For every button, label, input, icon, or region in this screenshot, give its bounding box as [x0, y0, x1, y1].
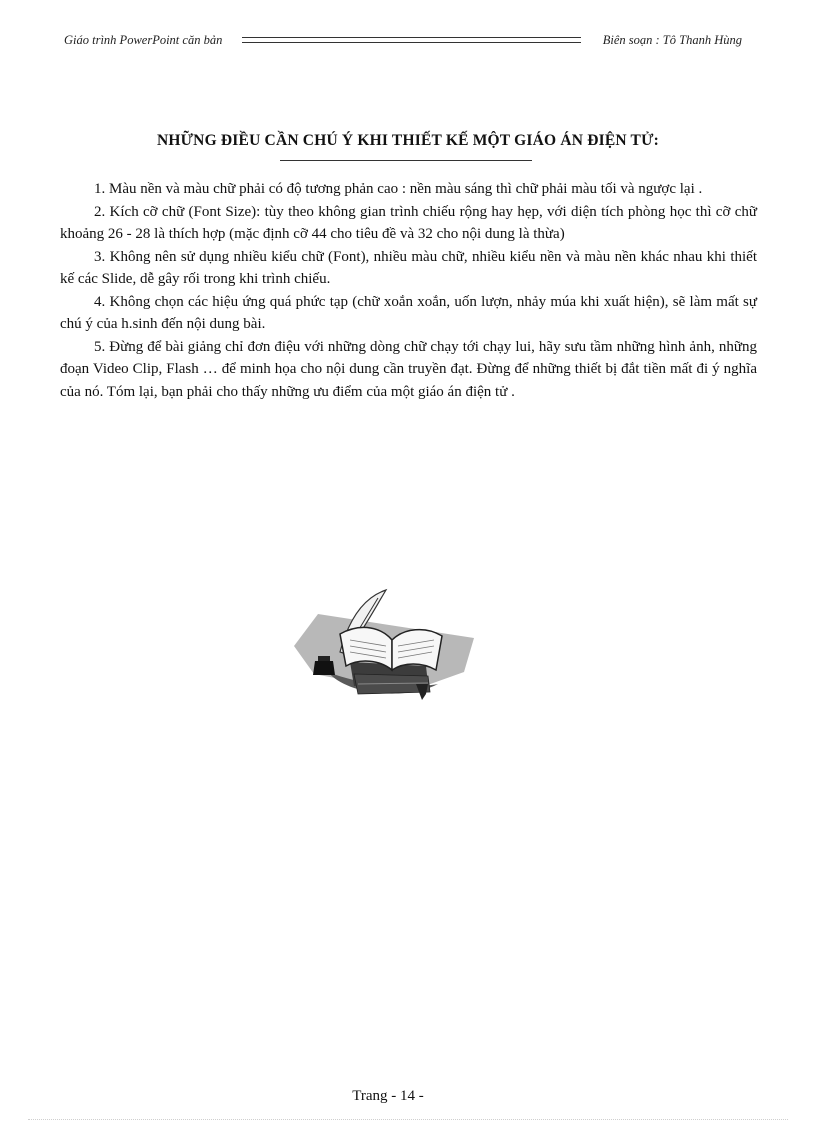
section-title: NHỮNG ĐIỀU CẦN CHÚ Ý KHI THIẾT KẾ MỘT GIÁO ÁN ĐIỆN TỬ:: [157, 132, 659, 149]
page-number: Trang - 14 -: [352, 1088, 424, 1104]
paragraph: 5. Đừng để bài giảng chỉ đơn điệu với những dòng chữ chạy tới chạy lui, hãy sưu tầm những hình ảnh, những đoạn Video Clip, Flash … để minh họa cho nội dung cần truyền đạt. Đừng để những thiết bị đắt tiền mất đi ý nghĩa của nó. Tóm lại, bạn phải cho thấy những ưu điểm của một giáo án điện tử .: [60, 338, 757, 400]
page-bottom-border: [28, 1119, 788, 1120]
paragraph: 3. Không nên sử dụng nhiều kiểu chữ (Font), nhiều màu chữ, nhiều kiểu nền và màu nền khác nhau khi thiết kế các Slide, dễ gây rối trong khi trình chiếu.: [60, 248, 757, 287]
paragraph: 4. Không chọn các hiệu ứng quá phức tạp (chữ xoắn xoắn, uốn lượn, nhảy múa khi xuất hiện), sẽ làm mất sự chú ý của h.sinh đến nội dung bài.: [60, 293, 757, 332]
page-header: [64, 30, 742, 50]
paragraph: 1. Màu nền và màu chữ phải có độ tương phản cao : nền màu sáng thì chữ phải màu tối và ngược lại .: [94, 181, 703, 197]
header-double-rule: [242, 37, 580, 43]
paragraph: 2. Kích cỡ chữ (Font Size): tùy theo không gian trình chiếu rộng hay hẹp, với diện tích phòng học thì cỡ chữ khoảng 26 - 28 là thích hợp (mặc định cỡ 44 cho tiêu đề và 32 cho nội dung là thừa): [60, 203, 757, 242]
book-quill-icon: [288, 588, 474, 700]
title-underline: [280, 160, 532, 161]
header-author: Biên soạn : Tô Thanh Hùng: [602, 32, 742, 47]
header-course-title: Giáo trình PowerPoint căn bản: [64, 32, 223, 47]
body-text: [60, 178, 757, 403]
